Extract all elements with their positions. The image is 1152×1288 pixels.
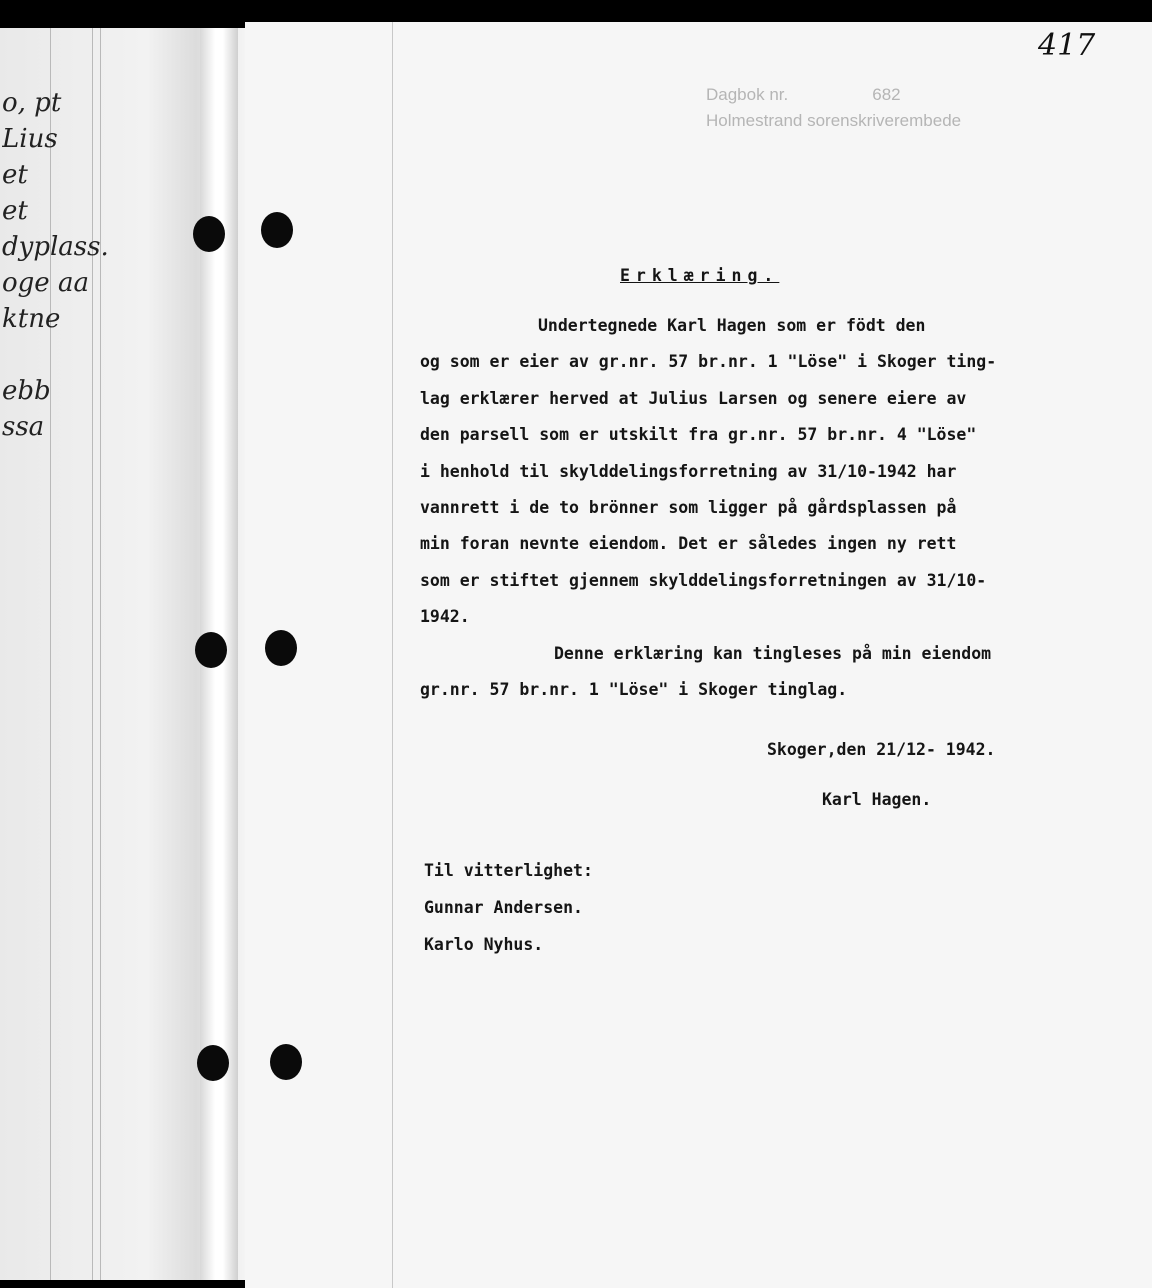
declaration — [420, 258, 1060, 708]
margin-note: Lius — [2, 126, 58, 154]
text-line: Denne erklæring kan tingleses på min eiendom — [554, 643, 992, 663]
stamp-office: Holmestrand sorenskriverembede — [706, 111, 962, 130]
margin-note: ssa — [2, 414, 45, 442]
punch-hole — [193, 216, 225, 252]
document-title: Erklæring. — [620, 266, 780, 285]
margin-note: oge aa — [2, 270, 89, 298]
signature-name: Karl Hagen. — [822, 790, 932, 809]
text-line: i henhold til skylddelingsforretning av 31/10-1942 har — [420, 461, 957, 481]
margin-note: ebb — [2, 378, 51, 406]
witness-name: Karlo Nyhus. — [424, 935, 544, 954]
witness-block — [424, 852, 593, 963]
stamp-number: 682 — [872, 85, 901, 104]
witness-name: Gunnar Andersen. — [424, 898, 583, 917]
punch-hole — [270, 1044, 302, 1080]
text-line: som er stiftet gjennem skylddelingsforretningen av 31/10- — [420, 570, 987, 590]
text-line: 1942. — [420, 607, 470, 627]
margin-note: et — [2, 198, 28, 226]
margin-note: ktne — [2, 306, 61, 334]
page-margin-rule — [392, 22, 393, 1288]
margin-note: et — [2, 162, 28, 190]
registry-stamp — [706, 82, 961, 134]
punch-hole — [197, 1045, 229, 1081]
margin-note: dyplass. — [2, 234, 109, 262]
text-line: vannrett i de to brönner som ligger på gårdsplassen på — [420, 498, 957, 518]
witness-heading: Til vitterlighet: — [424, 861, 593, 880]
text-line: og som er eier av gr.nr. 57 br.nr. 1 "Löse" i Skoger ting- — [420, 352, 997, 372]
stamp-label: Dagbok nr. — [706, 85, 789, 104]
punch-hole — [265, 630, 297, 666]
margin-note: o, pt — [2, 90, 62, 118]
text-line: min foran nevnte eiendom. Det er således ingen ny rett — [420, 534, 957, 554]
punch-hole — [261, 212, 293, 248]
text-line: den parsell som er utskilt fra gr.nr. 57 br.nr. 4 "Löse" — [420, 425, 977, 445]
margin-notes — [2, 90, 132, 450]
text-line: Undertegnede Karl Hagen som er födt den — [538, 316, 926, 335]
declaration-body — [420, 308, 1060, 708]
punch-hole — [195, 632, 227, 668]
place-date: Skoger,den 21/12- 1942. — [767, 740, 996, 759]
text-line: lag erklærer herved at Julius Larsen og senere eiere av — [420, 388, 967, 408]
margin-note — [2, 342, 132, 378]
page-number: 417 — [1038, 28, 1096, 63]
text-line: gr.nr. 57 br.nr. 1 "Löse" i Skoger tinglag. — [420, 680, 848, 700]
